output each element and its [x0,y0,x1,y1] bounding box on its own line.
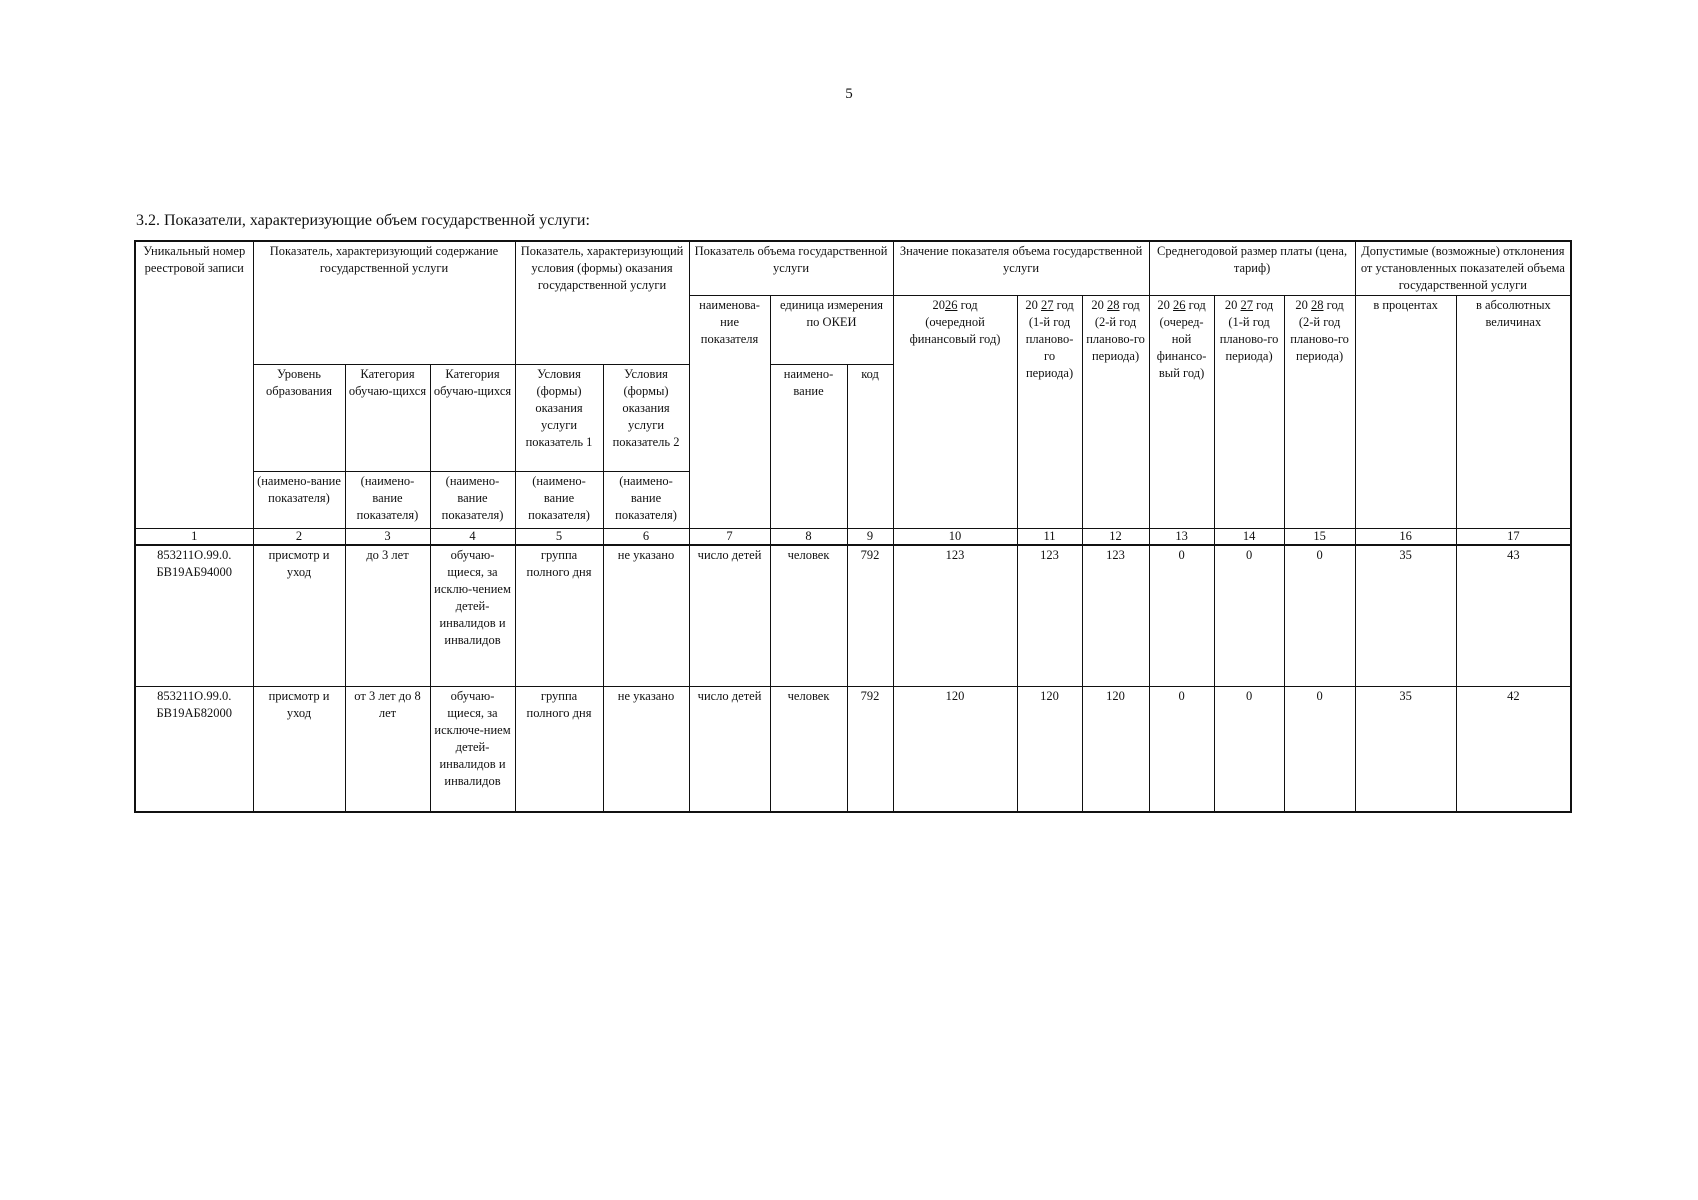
value-2026: 120 [893,687,1017,813]
year-2027-year: 27 [1041,298,1054,312]
header-volume-group: Показатель объема государственной услуги [689,241,893,296]
column-number: 3 [345,529,430,546]
header-value-2026 [893,296,1017,529]
header-conditions-group: Показатель, характеризующий условия (формы) оказания государственной услуги [515,241,689,365]
header-avg-2027 [1214,296,1284,529]
registry-number-line1: 853211О.99.0. [157,548,232,562]
column-number: 16 [1355,529,1456,546]
volume-indicators-table [134,240,1572,813]
header-value-2027 [1017,296,1082,529]
year-2028-suffix: год [1122,298,1140,312]
header-avg-2026 [1149,296,1214,529]
year-2028-prefix: 20 [1091,298,1104,312]
header-row-1 [135,241,1571,296]
column-number: 13 [1149,529,1214,546]
header-avg-2028 [1284,296,1355,529]
header-student-category-1: Категория обучаю-щихся [345,365,430,472]
avg-2026-desc: (очеред-ной финансо-вый год) [1156,315,1207,380]
avg-2028-year: 28 [1311,298,1324,312]
payment-2026: 0 [1149,687,1214,813]
payment-2027: 0 [1214,687,1284,813]
deviation-percent: 35 [1355,545,1456,687]
column-number: 7 [689,529,770,546]
column-numbers-row [135,529,1571,546]
education-level: присмотр и уход [253,545,345,687]
student-category-1: до 3 лет [345,545,430,687]
year-2027-suffix: год [1056,298,1074,312]
value-2028: 120 [1082,687,1149,813]
student-category-1: от 3 лет до 8 лет [345,687,430,813]
header-deviation-group: Допустимые (возможные) отклонения от установленных показателей объема государственной услуги [1355,241,1571,296]
header-value-2028 [1082,296,1149,529]
payment-2028: 0 [1284,545,1355,687]
table-row [135,545,1571,687]
registry-number [135,545,253,687]
section-title: 3.2. Показатели, характеризующие объем государственной услуги: [136,212,590,229]
column-number: 14 [1214,529,1284,546]
column-number: 17 [1456,529,1571,546]
avg-2026-prefix: 20 [1157,298,1170,312]
column-number: 8 [770,529,847,546]
header-unit-code: код [847,365,893,529]
avg-2026-year: 26 [1173,298,1186,312]
header-naming-3: (наимено-вание показателя) [345,472,430,529]
avg-2027-desc: (1-й год планово-го периода) [1219,315,1279,363]
student-category-2: обучаю-щиеся, за исключе-нием детей-инвалидов и инвалидов [430,687,515,813]
deviation-absolute: 43 [1456,545,1571,687]
header-unit-group: единица измерения по ОКЕИ [770,296,893,365]
header-condition-1: Условия (формы) оказания услуги показатель 1 [515,365,603,472]
header-registry-number: Уникальный номер реестровой записи [135,241,253,529]
condition-2: не указано [603,687,689,813]
payment-2028: 0 [1284,687,1355,813]
header-deviation-percent: в процентах [1355,296,1456,529]
column-number: 5 [515,529,603,546]
indicator-name: число детей [689,545,770,687]
avg-2028-suffix: год [1326,298,1344,312]
header-student-category-2: Категория обучаю-щихся [430,365,515,472]
education-level: присмотр и уход [253,687,345,813]
header-value-group: Значение показателя объема государственной услуги [893,241,1149,296]
unit-code: 792 [847,687,893,813]
header-volume-name: наименова-ние показателя [689,296,770,529]
payment-2026: 0 [1149,545,1214,687]
avg-2027-suffix: год [1256,298,1274,312]
column-number: 2 [253,529,345,546]
unit-code: 792 [847,545,893,687]
header-avg-payment-group: Среднегодовой размер платы (цена, тариф) [1149,241,1355,296]
year-2026-desc: (очередной финансовый год) [909,315,1001,346]
registry-number-line2: БВ19АБ82000 [156,706,232,720]
header-naming-2: (наимено-вание показателя) [253,472,345,529]
header-content-group: Показатель, характеризующий содержание государственной услуги [253,241,515,365]
column-number: 10 [893,529,1017,546]
deviation-percent: 35 [1355,687,1456,813]
year-2027-desc: (1-й год планово-го периода) [1025,315,1074,380]
column-number: 4 [430,529,515,546]
unit-name: человек [770,687,847,813]
page-number: 5 [845,86,853,102]
value-2028: 123 [1082,545,1149,687]
year-2026-prefix: 20 [932,298,945,312]
unit-name: человек [770,545,847,687]
avg-2027-year: 27 [1240,298,1254,312]
year-2028-year: 28 [1107,298,1120,312]
registry-number-line1: 853211О.99.0. [157,689,232,703]
condition-2: не указано [603,545,689,687]
year-2026-suffix: год [960,298,978,312]
avg-2027-prefix: 20 [1224,298,1238,312]
header-condition-2: Условия (формы) оказания услуги показатель 2 [603,365,689,472]
header-naming-4: (наимено-вание показателя) [430,472,515,529]
table-row [135,687,1571,813]
value-2027: 120 [1017,687,1082,813]
registry-number [135,687,253,813]
column-number: 11 [1017,529,1082,546]
avg-2026-suffix: год [1188,298,1206,312]
column-number: 9 [847,529,893,546]
year-2028-desc: (2-й год планово-го периода) [1086,315,1145,363]
year-2026-year: 26 [944,298,958,312]
header-naming-5: (наимено-вание показателя) [515,472,603,529]
column-number: 1 [135,529,253,546]
indicator-name: число детей [689,687,770,813]
header-deviation-absolute: в абсолютных величинах [1456,296,1571,529]
year-2027-prefix: 20 [1025,298,1038,312]
avg-2028-prefix: 20 [1295,298,1308,312]
avg-2028-desc: (2-й год планово-го периода) [1290,315,1349,363]
column-number: 12 [1082,529,1149,546]
value-2027: 123 [1017,545,1082,687]
payment-2027: 0 [1214,545,1284,687]
value-2026: 123 [893,545,1017,687]
header-education-level: Уровень образования [253,365,345,472]
header-naming-6: (наимено-вание показателя) [603,472,689,529]
column-number: 15 [1284,529,1355,546]
deviation-absolute: 42 [1456,687,1571,813]
condition-1: группа полного дня [515,687,603,813]
header-unit-name: наимено-вание [770,365,847,529]
student-category-2: обучаю-щиеся, за исклю-чением детей-инвалидов и инвалидов [430,545,515,687]
condition-1: группа полного дня [515,545,603,687]
registry-number-line2: БВ19АБ94000 [156,565,232,579]
column-number: 6 [603,529,689,546]
